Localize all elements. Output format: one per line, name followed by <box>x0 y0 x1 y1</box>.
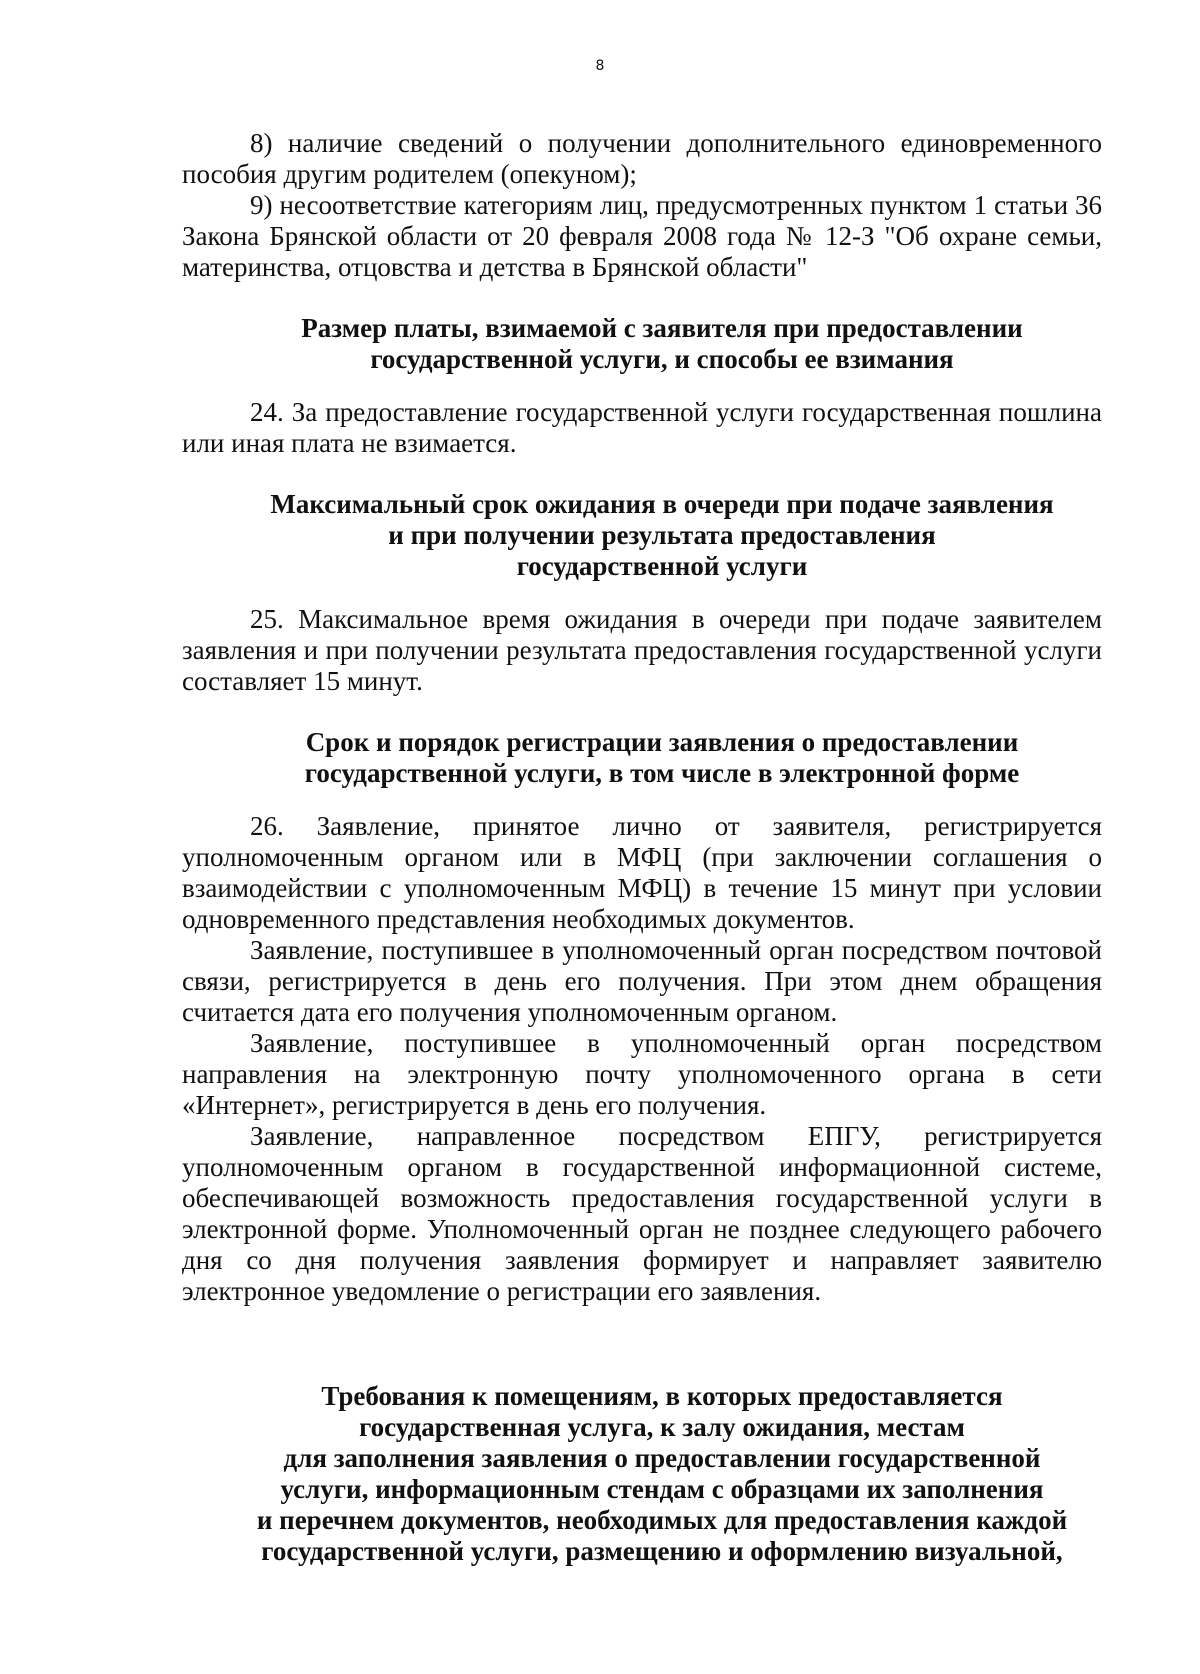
paragraph: 8) наличие сведений о получении дополнительного единовременного пособия другим родителем (опекуном); <box>182 128 1102 189</box>
paragraph: 26. Заявление, принятое лично от заявителя, регистрируется уполномоченным органом или в МФЦ (при заключении соглашения о взаимодействии с уполномоченным МФЦ) в течение 15 минут при условии одновременного представления необходимых документов. <box>182 811 1102 934</box>
section-heading-line: Требования к помещениям, в которых предоставляется <box>321 1381 1003 1411</box>
page-number: 8 <box>595 58 605 74</box>
paragraph: Заявление, направленное посредством ЕПГУ, регистрируется уполномоченным органом в государственной информационной системе, обеспечивающей возможность предоставления государственной услуги в электронной форме. Уполномоченный орган не позднее следующего рабочего дня со дня получения заявления формирует и направляет заявителю электронное уведомление о регистрации его заявления. <box>182 1121 1102 1306</box>
section-heading <box>182 1381 1102 1567</box>
section-heading <box>182 727 1102 789</box>
section-heading-line: государственной услуги, размещению и оформлению визуальной, <box>261 1536 1063 1566</box>
section-heading-line: государственной услуги, и способы ее взимания <box>370 344 954 374</box>
section-heading-line: Максимальный срок ожидания в очереди при подаче заявления <box>270 489 1054 519</box>
section-heading-line: и при получении результата предоставления <box>388 520 936 550</box>
paragraph: 25. Максимальное время ожидания в очереди при подаче заявителем заявления и при получении результата предоставления государственной услуги составляет 15 минут. <box>182 604 1102 696</box>
paragraph: 24. За предоставление государственной услуги государственная пошлина или иная плата не взимается. <box>182 397 1102 458</box>
section-heading-line: государственной услуги, в том числе в электронной форме <box>304 758 1020 788</box>
section-heading <box>182 489 1102 582</box>
section-heading-line: государственная услуга, к залу ожидания, местам <box>359 1412 965 1442</box>
spacer <box>182 1307 1102 1351</box>
section-heading <box>182 313 1102 375</box>
document-body <box>182 128 1102 1589</box>
paragraph: Заявление, поступившее в уполномоченный орган посредством почтовой связи, регистрируется в день его получения. При этом днем обращения считается дата его получения уполномоченным органом. <box>182 935 1102 1027</box>
paragraph: 9) несоответствие категориям лиц, предусмотренных пунктом 1 статьи 36 Закона Брянской области от 20 февраля 2008 года № 12-З "Об охране семьи, материнства, отцовства и детства в Брянской области" <box>182 190 1102 282</box>
section-heading-line: для заполнения заявления о предоставлении государственной <box>283 1443 1041 1473</box>
section-heading-line: и перечнем документов, необходимых для предоставления каждой <box>256 1505 1068 1535</box>
section-heading-line: услуги, информационным стендам с образцами их заполнения <box>280 1474 1044 1504</box>
section-heading-line: государственной услуги <box>516 551 808 581</box>
section-heading-line: Размер платы, взимаемой с заявителя при предоставлении <box>301 313 1023 343</box>
paragraph: Заявление, поступившее в уполномоченный орган посредством направления на электронную почту уполномоченного органа в сети «Интернет», регистрируется в день его получения. <box>182 1028 1102 1120</box>
section-heading-line: Срок и порядок регистрации заявления о предоставлении <box>305 727 1019 757</box>
